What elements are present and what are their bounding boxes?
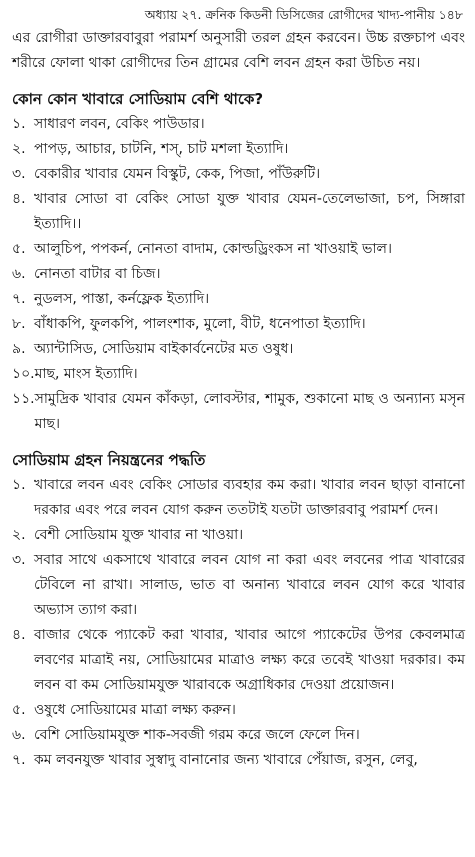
list-number: ৪. [12,191,26,207]
list-item [12,187,465,237]
list-text: খাবারে লবন এবং বেকিং সোডার ব্যবহার কম করা। খাবার লবন ছাড়া বানানো দরকার এবং পরে লবন যোগ করুন ততটাই যতটা ডাক্তারবাবু পরামর্শ দেন। [34,477,465,518]
list-text: সামুদ্রিক খাবার যেমন কাঁকড়া, লোবস্টার, শামুক, শুকানো মাছ ও অন্যান্য মসৃন মাছ। [34,391,465,432]
sodium-control-list [12,473,465,773]
list-number: ১. [12,477,26,493]
list-text: বেশি সোডিয়ামযুক্ত শাক-সবজী গরম করে জলে ফেলে দিন। [34,727,360,743]
sodium-foods-list [12,112,465,437]
list-number: ৬. [12,727,26,743]
list-item [12,162,465,187]
list-item [12,387,465,437]
list-text: কম লবনযুক্ত খাবার সুস্বাদু বানানোর জন্য খাবারে পেঁয়াজ, রসুন, লেবু, [34,752,418,768]
list-text: সবার সাথে একসাথে খাবারে লবন যোগ না করা এবং লবনের পাত্র খাবারের টেবিলে না রাখা। সালাড, ভাত বা অনান্য খাবারে লবন যোগ করে খাবার অভ্যাস ত্যাগ করা। [34,552,465,618]
list-number: ২. [12,141,26,157]
list-number: ১. [12,116,26,132]
list-text: আলুচিপ, পপকর্ন, নোনতা বাদাম, কোল্ডড্রিংকস না খাওয়াই ভাল। [34,241,392,257]
list-text: নোনতা বাটার বা চিজ। [34,266,161,282]
list-number: ৯. [12,341,26,357]
list-number: ৭. [12,752,26,768]
list-number: ৩. [12,552,26,568]
list-item [12,623,465,698]
list-item [12,698,465,723]
list-text: মাছ, মাংস ইত্যাদি। [34,366,138,382]
list-number: ৭. [12,291,26,307]
running-header: অধ্যায় ২৭. ক্রনিক কিডনী ডিসিজের রোগীদের খাদ্য-পানীয় ১৪৮ [144,7,463,22]
list-number: ৮. [12,316,26,332]
list-text: বাঁধাকপি, ফুলকপি, পালংশাক, মুলো, বীট, ধনেপাতা ইত্যাদি। [34,316,366,332]
section-heading-sodium-control: সোডিয়াম গ্রহন নিয়ন্ত্রনের পদ্ধতি [12,451,206,469]
list-item [12,748,465,773]
list-item [12,548,465,623]
list-item [12,137,465,162]
list-number: ৪. [12,627,26,643]
list-number: ৩. [12,166,26,182]
section-heading-sodium-foods: কোন কোন খাবারে সোডিয়াম বেশি থাকে? [12,90,264,108]
intro-paragraph: এর রোগীরা ডাক্তারবাবুরা পরামর্শ অনুসারী তরল গ্রহন করবেন। উচ্চ রক্তচাপ এবং শরীরে ফোলা থাকা রোগীদের তিন গ্রামের বেশি লবন গ্রহন করা উচিত নয়। [12,30,465,71]
list-item [12,523,465,548]
list-text: খাবার সোডা বা বেকিং সোডা যুক্ত খাবার যেমন-তেলেভাজা, চপ, সিঙ্গারা ইত্যাদি।। [34,191,465,232]
list-item [12,723,465,748]
list-text: নুডলস, পাস্তা, কর্নফ্লেক ইত্যাদি। [34,291,210,307]
list-number: ৫. [12,241,26,257]
list-item [12,262,465,287]
list-number: ৬. [12,266,26,282]
list-text: বেশী সোডিয়াম যুক্ত খাবার না খাওয়া। [34,527,244,543]
list-number: ১১. [12,391,35,407]
list-item [12,312,465,337]
list-text: বাজার থেকে প্যাকেট করা খাবার, খাবার আগে প্যাকেটের উপর কেবলমাত্র লবণের মাত্রাই নয়, সোডিয়ামের মাত্রাও লক্ষ্য করে তবেই খাওয়া দরকার। কম লবন বা কম সোডিয়ামযুক্ত খারাবকে অগ্রাধিকার দেওয়া প্রয়োজন। [34,627,465,693]
list-number: ২. [12,527,26,543]
list-text: সাধারণ লবন, বেকিং পাউডার। [34,116,205,132]
list-text: বেকারীর খাবার যেমন বিস্কুট, কেক, পিজা, পাঁউরুটি। [34,166,321,182]
list-number: ৫. [12,702,26,718]
list-item [12,287,465,312]
list-number: ১০. [12,366,35,382]
list-text: অ্যান্টাসিড, সোডিয়াম বাইকার্বনেটের মত ওষুধ। [34,341,294,357]
list-item [12,337,465,362]
list-item [12,237,465,262]
list-text: পাপড়, আচার, চাটনি, শস্, চাট মশলা ইত্যাদি। [34,141,289,157]
list-item [12,362,465,387]
list-item [12,473,465,523]
list-item [12,112,465,137]
list-text: ওষুধে সোডিয়ামের মাত্রা লক্ষ্য করুন। [34,702,236,718]
